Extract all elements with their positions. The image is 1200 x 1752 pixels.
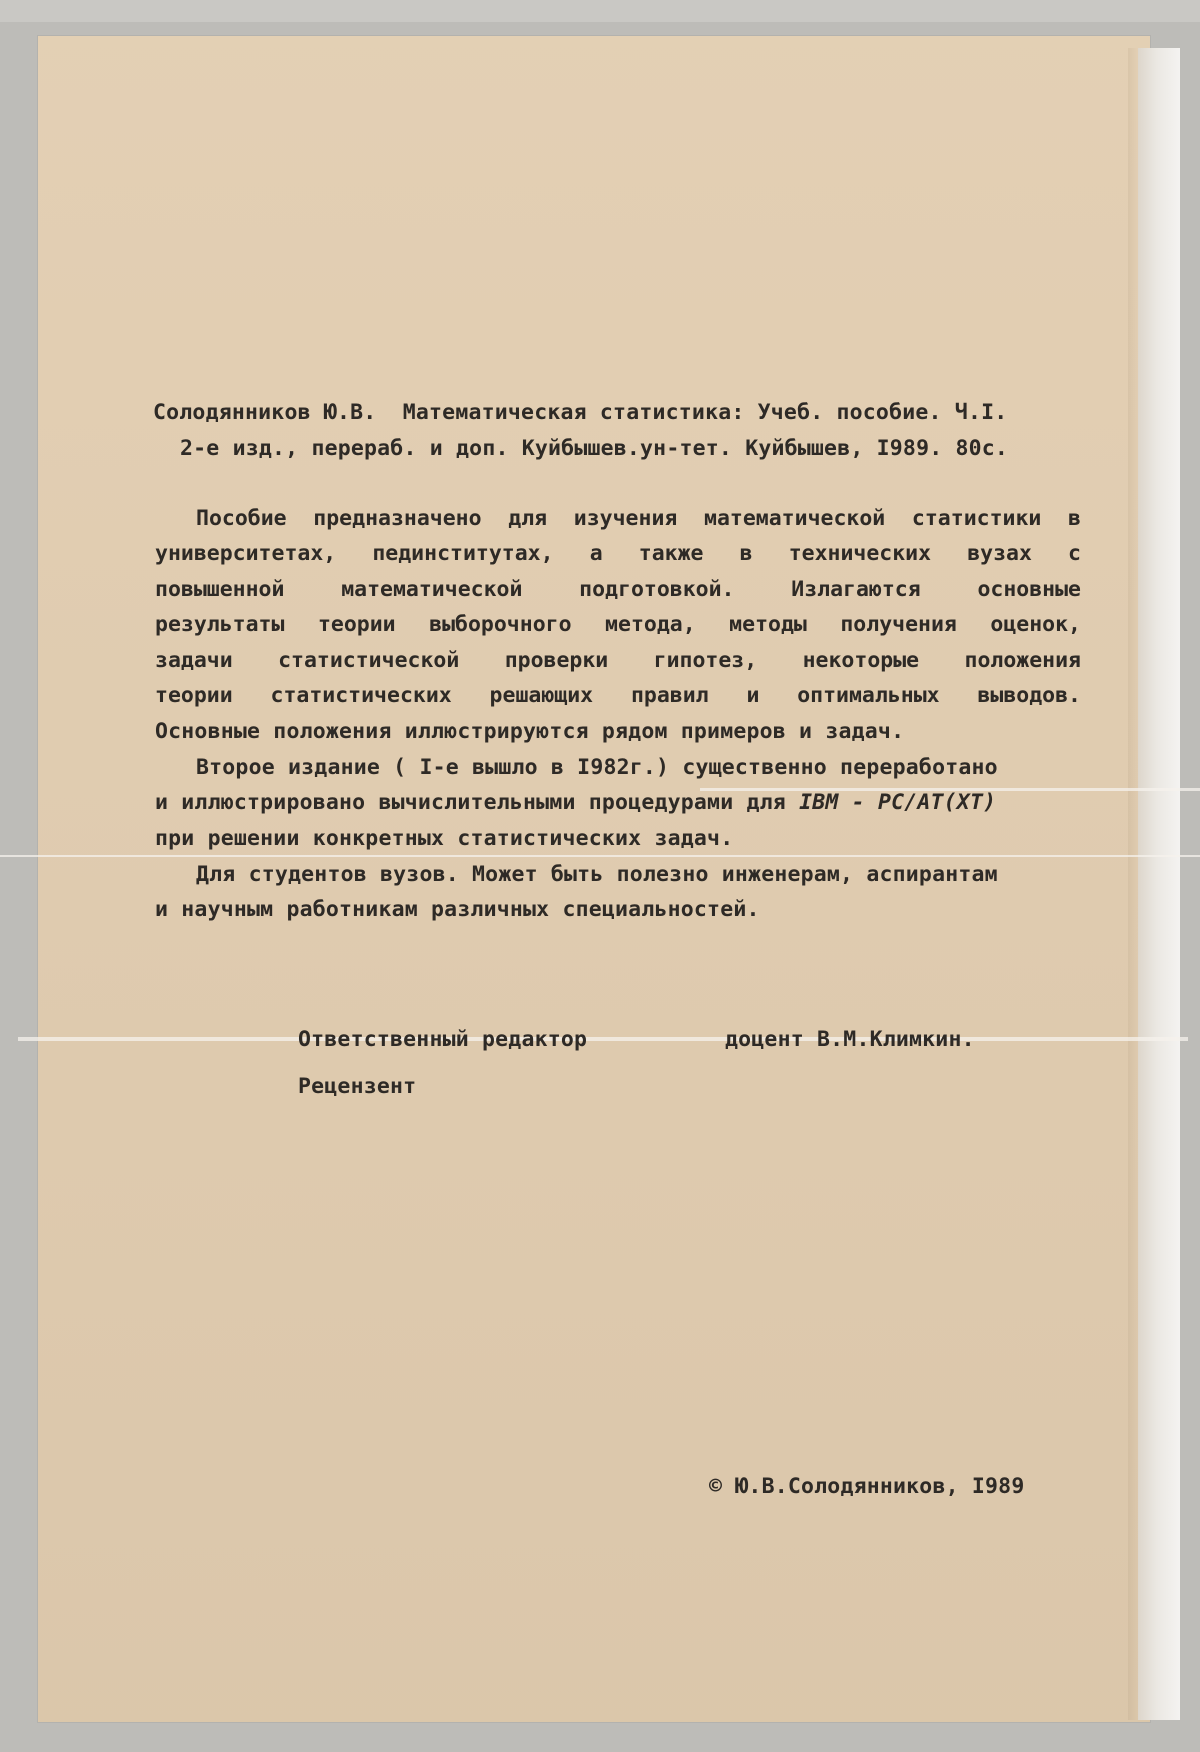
abstract-line: повышенной математической подготовкой. Излагаются основные	[155, 577, 1081, 602]
abstract-line: результаты теории выборочного метода, методы получения оценок,	[155, 612, 1081, 637]
abstract-line: Пособие предназначено для изучения математической статистики в	[196, 506, 1081, 531]
editor-label: Ответственный редактор	[298, 1027, 588, 1052]
abstract-line: Основные положения иллюстрируются рядом примеров и задач.	[155, 719, 905, 744]
abstract-line: университетах, пединститутах, а также в технических вузах с	[155, 541, 1081, 566]
abstract-text: и иллюстрировано вычислительными процедурами для	[155, 790, 786, 815]
abstract-line: и научным работникам различных специальностей.	[155, 897, 760, 922]
abstract-line: задачи статистической проверки гипотез, некоторые положения	[155, 648, 1081, 673]
abstract-line	[155, 790, 996, 815]
torn-binding-strip	[1138, 48, 1180, 1720]
bibliography-line-1	[153, 400, 1007, 425]
abstract-line: теории статистических решающих правил и оптимальных выводов.	[155, 683, 1081, 708]
fold-line	[0, 855, 1200, 857]
author-name: Солодянников Ю.В.	[153, 400, 377, 425]
scan-background	[0, 0, 1200, 22]
bibliography-line-2: 2-е изд., перераб. и доп. Куйбышев.ун-тет. Куйбышев, I989. 80с.	[180, 436, 1009, 461]
fold-line	[18, 1037, 1188, 1041]
abstract-line: Для студентов вузов. Может быть полезно инженерам, аспирантам	[196, 862, 998, 887]
reviewer-label: Рецензент	[298, 1074, 417, 1099]
abstract-line: Второе издание ( I-е вышло в I982г.) существенно переработано	[196, 755, 998, 780]
page-edge-shadow	[1128, 48, 1138, 1720]
book-title: Математическая статистика: Учеб. пособие. Ч.I.	[402, 400, 1008, 425]
copyright-line: © Ю.В.Солодянников, I989	[709, 1474, 1025, 1499]
abstract-line: при решении конкретных статистических задач.	[155, 826, 734, 851]
platform-name: IBM - PC/AT(XT)	[799, 790, 997, 815]
editor-name: доцент В.М.Климкин.	[725, 1027, 975, 1052]
